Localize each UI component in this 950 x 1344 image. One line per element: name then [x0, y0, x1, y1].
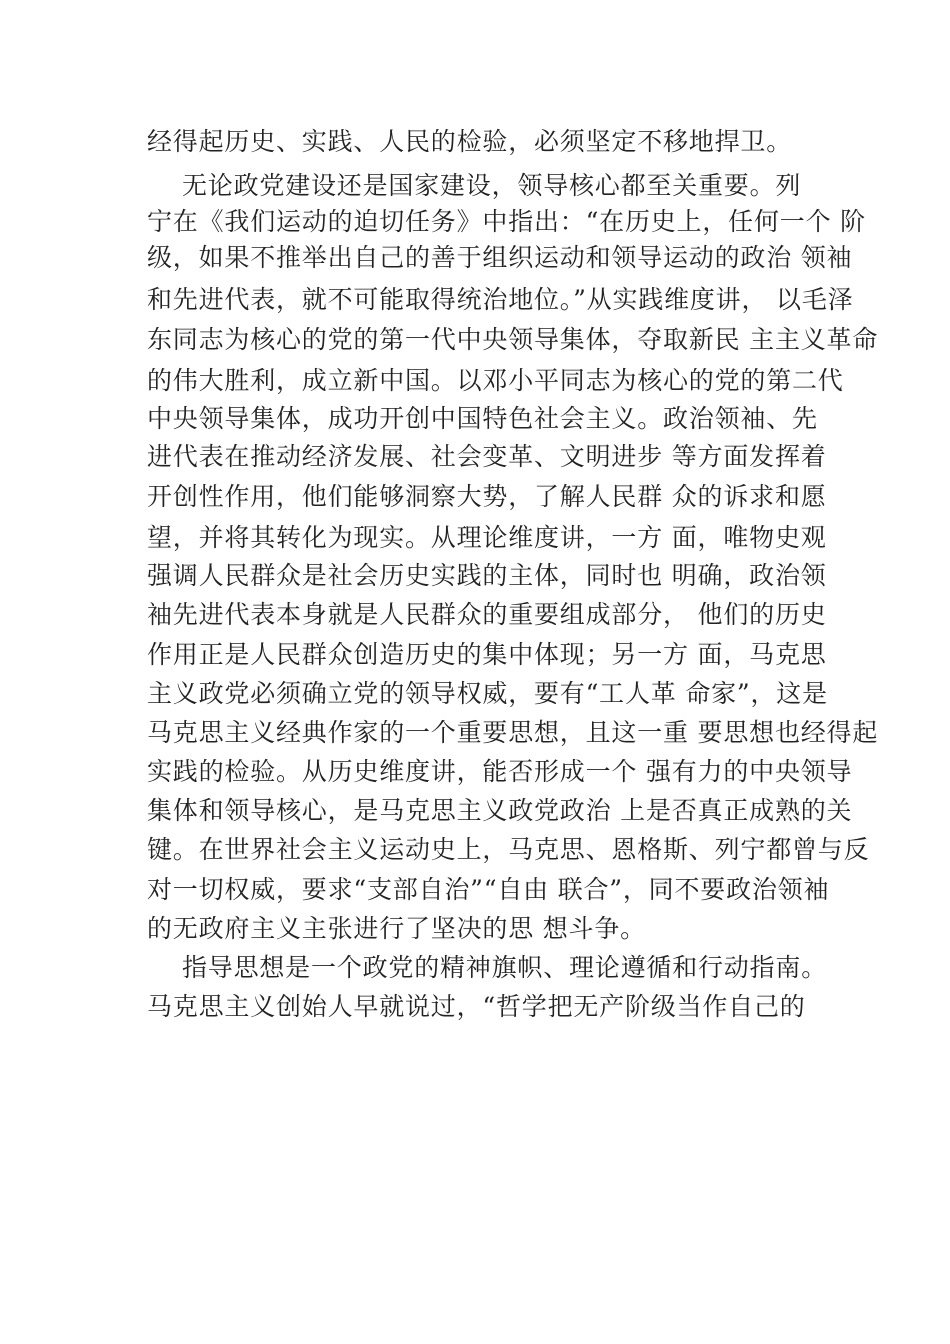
text-line: 进代表在推动经济发展、社会变革、文明进步 等方面发挥着 [147, 442, 827, 471]
text-line: 马克思主义创始人早就说过，“哲学把无产阶级当作自己的 [147, 992, 806, 1021]
text-line: 中央领导集体，成功开创中国特色社会主义。政治领袖、先 [147, 404, 818, 433]
text-line: 的无政府主义主张进行了坚决的思 想斗争。 [147, 914, 646, 943]
text-line: 指导思想是一个政党的精神旗帜、理论遵循和行动指南。 [147, 953, 827, 982]
text-line: 望，并将其转化为现实。从理论维度讲，一方 面，唯物史观 [147, 523, 827, 552]
text-line: 和先进代表，就不可能取得统治地位。”从实践维度讲， 以毛泽 [147, 285, 854, 314]
text-line: 作用正是人民群众创造历史的集中体现；另一方 面，马克思 [147, 640, 827, 669]
text-line: 东同志为核心的党的第一代中央领导集体，夺取新民 主主义革命 [147, 325, 879, 354]
text-line: 级，如果不推举出自己的善于组织运动和领导运动的政治 领袖 [147, 243, 853, 272]
text-line: 强调人民群众是社会历史实践的主体，同时也 明确，政治领 [147, 561, 827, 590]
text-line: 实践的检验。从历史维度讲，能否形成一个 强有力的中央领导 [147, 757, 853, 786]
text-line: 马克思主义经典作家的一个重要思想，且这一重 要思想也经得起 [147, 718, 879, 747]
text-line: 对一切权威，要求“支部自治”“自由 联合”，同不要政治领袖 [147, 875, 830, 904]
text-line: 袖先进代表本身就是人民群众的重要组成部分， 他们的历史 [147, 600, 827, 629]
text-line: 宁在《我们运动的迫切任务》中指出：“在历史上，任何一个 阶 [147, 207, 866, 236]
text-line: 集体和领导核心，是马克思主义政党政治 上是否真正成熟的关 [147, 796, 853, 825]
text-line: 无论政党建设还是国家建设，领导核心都至关重要。列 [147, 171, 802, 200]
text-line: 的伟大胜利，成立新中国。以邓小平同志为核心的党的第二代 [147, 366, 844, 395]
text-line: 经得起历史、实践、人民的检验，必须坚定不移地捍卫。 [147, 127, 793, 156]
text-line: 键。在世界社会主义运动史上，马克思、恩格斯、列宁都曾与反 [147, 835, 870, 864]
text-line: 开创性作用，他们能够洞察大势，了解人民群 众的诉求和愿 [147, 482, 827, 511]
text-line: 主义政党必须确立党的领导权威，要有“工人革 命家”，这是 [147, 679, 828, 708]
